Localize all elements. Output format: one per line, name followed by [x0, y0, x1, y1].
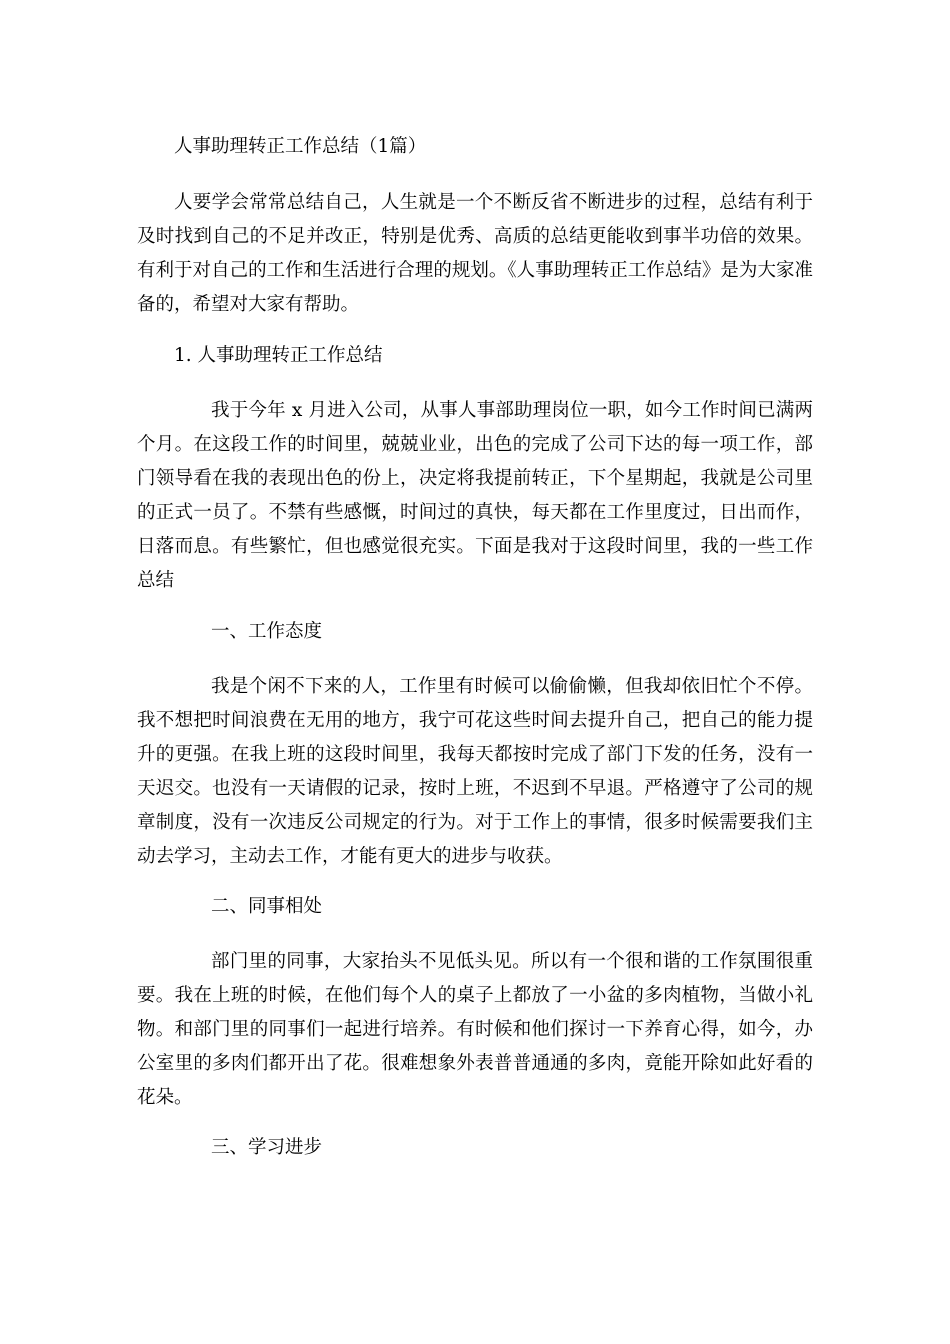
intro-paragraph: 人要学会常常总结自己，人生就是一个不断反省不断进步的过程，总结有利于及时找到自己的不足并改正，特别是优秀、高质的总结更能收到事半功倍的效果。有利于对自己的工作和生活进行合理的规划。《人事助理转正工作总结》是为大家准备的，希望对大家有帮助。 [137, 192, 813, 315]
opening-paragraph: 我于今年 x 月进入公司，从事人事部助理岗位一职，如今工作时间已满两个月。在这段工作的时间里，兢兢业业，出色的完成了公司下达的每一项工作，部门领导看在我的表现出色的份上，决定将我提前转正，下个星期起，我就是公司里的正式一员了。不禁有些感慨，时间过的真快，每天都在工作里度过，日出而作，日落而息。有些繁忙，但也感觉很充实。下面是我对于这段时间里，我的一些工作总结 [137, 400, 813, 591]
article-heading: 1. 人事助理转正工作总结 [174, 345, 383, 366]
section-body-work-attitude: 我是个闲不下来的人，工作里有时候可以偷偷懒，但我却依旧忙个不停。我不想把时间浪费在无用的地方，我宁可花这些时间去提升自己，把自己的能力提升的更强。在我上班的这段时间里，我每天都按时完成了部门下发的任务，没有一天迟交。也没有一天请假的记录，按时上班，不迟到不早退。严格遵守了公司的规章制度，没有一次违反公司规定的行为。对于工作上的事情，很多时候需要我们主动去学习，主动去工作，才能有更大的进步与收获。 [137, 676, 813, 867]
section-heading-colleagues: 二、同事相处 [211, 896, 323, 917]
section-heading-work-attitude: 一、工作态度 [211, 621, 323, 642]
section-body-colleagues: 部门里的同事，大家抬头不见低头见。所以有一个很和谐的工作氛围很重要。我在上班的时候，在他们每个人的桌子上都放了一小盆的多肉植物，当做小礼物。和部门里的同事们一起进行培养。有时候和他们探讨一下养育心得，如今，办公室里的多肉们都开出了花。很难想象外表普普通通的多肉，竟能开除如此好看的花朵。 [137, 951, 813, 1108]
section-heading-learning: 三、学习进步 [211, 1137, 323, 1158]
document-title: 人事助理转正工作总结（1篇） [174, 136, 427, 157]
